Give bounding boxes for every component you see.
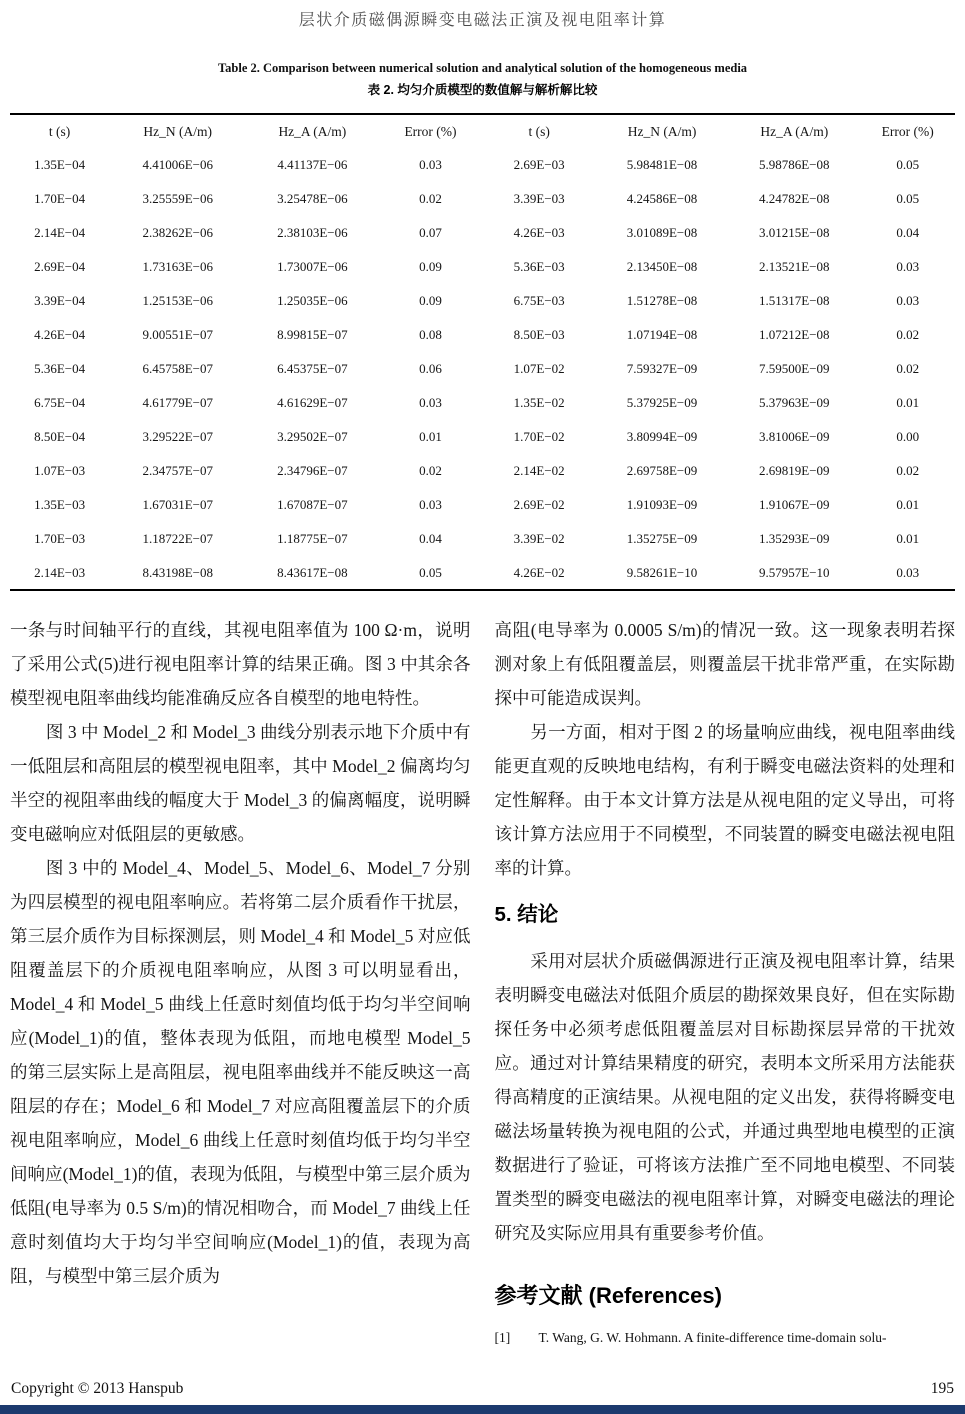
table-row bbox=[10, 454, 955, 488]
table-cell: 4.41137E−06 bbox=[277, 157, 348, 172]
table-cell: 5.98786E−08 bbox=[759, 157, 830, 172]
table-cell: 0.00 bbox=[896, 429, 920, 444]
table-cell: 1.35275E−09 bbox=[626, 531, 698, 546]
page-number: 195 bbox=[930, 1380, 954, 1397]
paragraph: 采用对层状介质磁偶源进行正演及视电阻率计算，结果表明瞬变电磁法对低阻介质层的勘探效果良好，但在实际勘探任务中必须考虑低阻覆盖层对目标勘探层异常的干扰效应。通过对计算结果精度的研究，表明本文所采用方法能获得高精度的正演结果。从视电阻的定义出发，获得将瞬变电磁法场量转换为视电阻的公式，并通过典型地电模型的正演数据进行了验证，可将该方法推广至不同地电模型、不同装置类型的瞬变电磁法的视电阻率计算，对瞬变电磁法的理论研究及实际应用具有重要参考价值。 bbox=[494, 950, 955, 1243]
table-cell: 2.69758E−09 bbox=[626, 463, 698, 478]
table-cell: 9.58261E−10 bbox=[626, 564, 698, 580]
table-cell: 1.91093E−09 bbox=[626, 497, 698, 512]
table-cell: 6.75E−03 bbox=[513, 293, 565, 308]
two-column-body bbox=[0, 613, 965, 1349]
table-header bbox=[10, 114, 955, 148]
table-cell: 1.91067E−09 bbox=[759, 497, 830, 512]
table-row bbox=[10, 148, 955, 182]
table-cell: 8.43198E−08 bbox=[142, 564, 213, 580]
left-column bbox=[10, 613, 471, 1349]
table-cell: 4.26E−02 bbox=[513, 564, 565, 580]
table-cell: 0.01 bbox=[896, 395, 920, 410]
table-cell: 8.50E−03 bbox=[513, 327, 565, 342]
table-cell: 3.25559E−06 bbox=[142, 191, 213, 206]
reference-text: T. Wang, G. W. Hohmann. A finite-difference time-domain solu- bbox=[538, 1330, 887, 1346]
running-title: 层状介质磁偶源瞬变电磁法正演及视电阻率计算 bbox=[298, 12, 667, 29]
table-cell: 1.73163E−06 bbox=[142, 259, 213, 274]
table-row bbox=[10, 352, 955, 386]
table-cell: 3.29502E−07 bbox=[277, 429, 348, 444]
bottom-bar bbox=[0, 1405, 965, 1414]
table-cell: 0.03 bbox=[896, 293, 920, 308]
table-cell: 0.04 bbox=[896, 225, 920, 240]
table-cell: 8.43617E−08 bbox=[277, 564, 348, 580]
paragraph: 图 3 中 Model_2 和 Model_3 曲线分别表示地下介质中有一低阻层和高阻层的模型视电阻率，其中 Model_2 偏离均匀半空的视阻率曲线的幅度大于 Model_3 的偏离幅度，说明瞬变电磁响应对低阻层的更敏感。 bbox=[10, 722, 471, 844]
table-cell: 1.70E−02 bbox=[513, 429, 565, 444]
table-row bbox=[10, 556, 955, 590]
table-cell: 0.05 bbox=[896, 157, 920, 172]
column-header: t (s) bbox=[528, 123, 550, 139]
table-cell: 2.69E−04 bbox=[34, 259, 86, 274]
table-cell: 4.26E−03 bbox=[513, 225, 565, 240]
table-cell: 6.75E−04 bbox=[34, 395, 86, 410]
table-cell: 0.09 bbox=[419, 259, 442, 274]
table-cell: 8.50E−04 bbox=[34, 429, 86, 444]
table-cell: 1.35E−04 bbox=[34, 157, 86, 172]
column-header: Error (%) bbox=[881, 123, 934, 139]
table-cell: 1.51278E−08 bbox=[626, 293, 698, 308]
table-cell: 7.59327E−09 bbox=[626, 361, 698, 376]
column-header: Hz_A (A/m) bbox=[278, 123, 347, 139]
conclusion-heading: 5. 结论 bbox=[494, 903, 559, 926]
table-cell: 0.03 bbox=[419, 497, 442, 512]
table-cell: 0.07 bbox=[419, 225, 442, 240]
table-cell: 4.61779E−07 bbox=[142, 395, 213, 410]
copyright-text: Copyright © 2013 Hanspub bbox=[11, 1380, 184, 1397]
table-cell: 1.25035E−06 bbox=[277, 293, 348, 308]
table-cell: 5.36E−04 bbox=[34, 361, 86, 376]
table-cell: 1.35E−03 bbox=[34, 497, 86, 512]
table-caption bbox=[0, 61, 965, 98]
table-row bbox=[10, 488, 955, 522]
table-row bbox=[10, 216, 955, 250]
table-cell: 5.37925E−09 bbox=[626, 395, 698, 410]
table-header-row bbox=[10, 114, 955, 148]
table-cell: 1.73007E−06 bbox=[277, 259, 348, 274]
table-cell: 4.24782E−08 bbox=[759, 191, 830, 206]
table-cell: 0.02 bbox=[896, 327, 920, 342]
table-row bbox=[10, 522, 955, 556]
column-header: Hz_N (A/m) bbox=[143, 123, 213, 139]
table-row bbox=[10, 182, 955, 216]
table-cell: 5.36E−03 bbox=[513, 259, 565, 274]
table-cell: 2.38262E−06 bbox=[142, 225, 213, 240]
table-cell: 0.03 bbox=[896, 259, 920, 274]
table-cell: 4.41006E−06 bbox=[142, 157, 213, 172]
table-cell: 2.13450E−08 bbox=[626, 259, 698, 274]
column-header: Hz_A (A/m) bbox=[760, 123, 829, 139]
table-cell: 2.14E−04 bbox=[34, 225, 86, 240]
table-cell: 3.81006E−09 bbox=[759, 429, 830, 444]
table-cell: 3.39E−03 bbox=[513, 191, 565, 206]
table-cell: 1.35293E−09 bbox=[759, 531, 830, 546]
table-cell: 9.00551E−07 bbox=[142, 327, 213, 342]
table-cell: 1.67031E−07 bbox=[142, 497, 213, 512]
reference-item bbox=[495, 1328, 956, 1349]
table-cell: 1.18775E−07 bbox=[277, 531, 348, 546]
table-cell: 4.24586E−08 bbox=[626, 191, 698, 206]
page-footer bbox=[11, 1380, 954, 1398]
table-row bbox=[10, 250, 955, 284]
table-cell: 0.03 bbox=[419, 157, 442, 172]
table-cell: 3.39E−02 bbox=[513, 531, 565, 546]
table-cell: 1.07194E−08 bbox=[626, 327, 698, 342]
table-cell: 0.04 bbox=[419, 531, 442, 546]
paragraph: 高阻(电导率为 0.0005 S/m)的情况一致。这一现象表明若探测对象上有低阻覆盖层，则覆盖层干扰非常严重，在实际勘探中可能造成误判。 bbox=[494, 620, 955, 708]
table-cell: 3.25478E−06 bbox=[277, 191, 348, 206]
table-cell: 1.07212E−08 bbox=[759, 327, 830, 342]
table-cell: 0.05 bbox=[419, 564, 442, 580]
references-heading: 参考文献 (References) bbox=[494, 1282, 722, 1308]
table-cell: 1.25153E−06 bbox=[142, 293, 213, 308]
table-cell: 0.03 bbox=[896, 564, 920, 580]
table-cell: 5.98481E−08 bbox=[626, 157, 698, 172]
table-cell: 1.07E−02 bbox=[513, 361, 565, 376]
table-row bbox=[10, 386, 955, 420]
table-row bbox=[10, 284, 955, 318]
table-caption-chinese: 表 2. 均匀介质模型的数值解与解析解比较 bbox=[367, 83, 598, 97]
table-body bbox=[10, 148, 955, 590]
paragraph: 一条与时间轴平行的直线，其视电阻率值为 100 Ω·m，说明了采用公式(5)进行视电阻率计算的结果正确。图 3 中其余各模型视电阻率曲线均能准确反应各自模型的地电特性。 bbox=[10, 620, 471, 708]
column-header: Error (%) bbox=[404, 123, 457, 139]
table-cell: 2.69819E−09 bbox=[759, 463, 830, 478]
table-cell: 0.02 bbox=[419, 463, 442, 478]
right-column bbox=[495, 613, 956, 1349]
table-cell: 0.05 bbox=[896, 191, 920, 206]
table-cell: 0.01 bbox=[896, 531, 920, 546]
table-cell: 8.99815E−07 bbox=[277, 327, 348, 342]
table-cell: 6.45375E−07 bbox=[277, 361, 348, 376]
table-cell: 7.59500E−09 bbox=[759, 361, 830, 376]
table-cell: 3.29522E−07 bbox=[142, 429, 213, 444]
table-cell: 2.13521E−08 bbox=[759, 259, 830, 274]
table-row bbox=[10, 420, 955, 454]
table-cell: 0.06 bbox=[419, 361, 442, 376]
table-cell: 0.08 bbox=[419, 327, 442, 342]
table-cell: 2.38103E−06 bbox=[277, 225, 348, 240]
table-cell: 0.02 bbox=[896, 361, 920, 376]
table-cell: 5.37963E−09 bbox=[759, 395, 830, 410]
paragraph: 图 3 中的 Model_4、Model_5、Model_6、Model_7 分别为四层模型的视电阻率响应。若将第二层介质看作干扰层，第三层介质作为目标探测层，则 Model_4 和 Model_5 对应低阻覆盖层下的介质视电阻率响应，从图 3 可以明显看出，Model_4 和 Model_5 曲线上任意时刻值均低于均匀半空间响应(Model_1)的值，整体表现为低阻，而地电模型 Model_5 的第三层实际上是高阻层，视电阻率曲线并不能反映这一高阻层的存在；Model_6 和 Model_7 对应高阻覆盖层下的介质视电阻率响应，Model_6 曲线上任意时刻值均低于均匀半空间响应(Model_1)的值，表现为低阻，与模型中第三层介质为低阻(电导率为 0.5 S/m)的情况相吻合，而 Model_7 曲线上任意时刻值均大于均匀半空间响应(Model_1)的值，表现为高阻，与模型中第三层介质为 bbox=[10, 858, 471, 1286]
table-cell: 0.02 bbox=[419, 191, 442, 206]
table-cell: 2.14E−03 bbox=[34, 564, 86, 580]
table-cell: 2.69E−03 bbox=[513, 157, 565, 172]
table-cell: 2.34796E−07 bbox=[277, 463, 348, 478]
reference-number: [1] bbox=[494, 1330, 511, 1346]
paragraph: 另一方面，相对于图 2 的场量响应曲线，视电阻率曲线能更直观的反映地电结构，有利于瞬变电磁法资料的处理和定性解释。由于本文计算方法是从视电阻的定义导出，可将该计算方法应用于不同模型，不同装置的瞬变电磁法视电阻率的计算。 bbox=[494, 722, 955, 878]
table-cell: 2.34757E−07 bbox=[142, 463, 213, 478]
column-header: t (s) bbox=[48, 123, 71, 139]
table-cell: 3.39E−04 bbox=[34, 293, 86, 308]
table-caption-english: Table 2. Comparison between numerical solution and analytical solution of the homogeneous media bbox=[217, 61, 748, 75]
table-cell: 1.18722E−07 bbox=[142, 531, 213, 546]
column-header: Hz_N (A/m) bbox=[627, 123, 697, 139]
table-cell: 1.70E−04 bbox=[34, 191, 86, 206]
table-cell: 1.67087E−07 bbox=[277, 497, 348, 512]
table-cell: 9.57957E−10 bbox=[759, 564, 830, 580]
table-cell: 0.09 bbox=[419, 293, 442, 308]
table-cell: 2.14E−02 bbox=[513, 463, 565, 478]
table-cell: 0.01 bbox=[896, 497, 920, 512]
table-cell: 3.01089E−08 bbox=[626, 225, 698, 240]
table-cell: 1.07E−03 bbox=[34, 463, 86, 478]
table-cell: 3.01215E−08 bbox=[759, 225, 830, 240]
table-cell: 1.51317E−08 bbox=[759, 293, 830, 308]
table-cell: 1.70E−03 bbox=[34, 531, 86, 546]
table-cell: 4.26E−04 bbox=[34, 327, 86, 342]
table-row bbox=[10, 318, 955, 352]
table-cell: 0.02 bbox=[896, 463, 920, 478]
table-cell: 2.69E−02 bbox=[513, 497, 565, 512]
comparison-table bbox=[10, 113, 955, 591]
table-cell: 6.45758E−07 bbox=[142, 361, 213, 376]
table-cell: 3.80994E−09 bbox=[626, 429, 698, 444]
table-cell: 0.01 bbox=[419, 429, 442, 444]
table-cell: 4.61629E−07 bbox=[277, 395, 348, 410]
table-cell: 1.35E−02 bbox=[513, 395, 565, 410]
table-cell: 0.03 bbox=[419, 395, 442, 410]
